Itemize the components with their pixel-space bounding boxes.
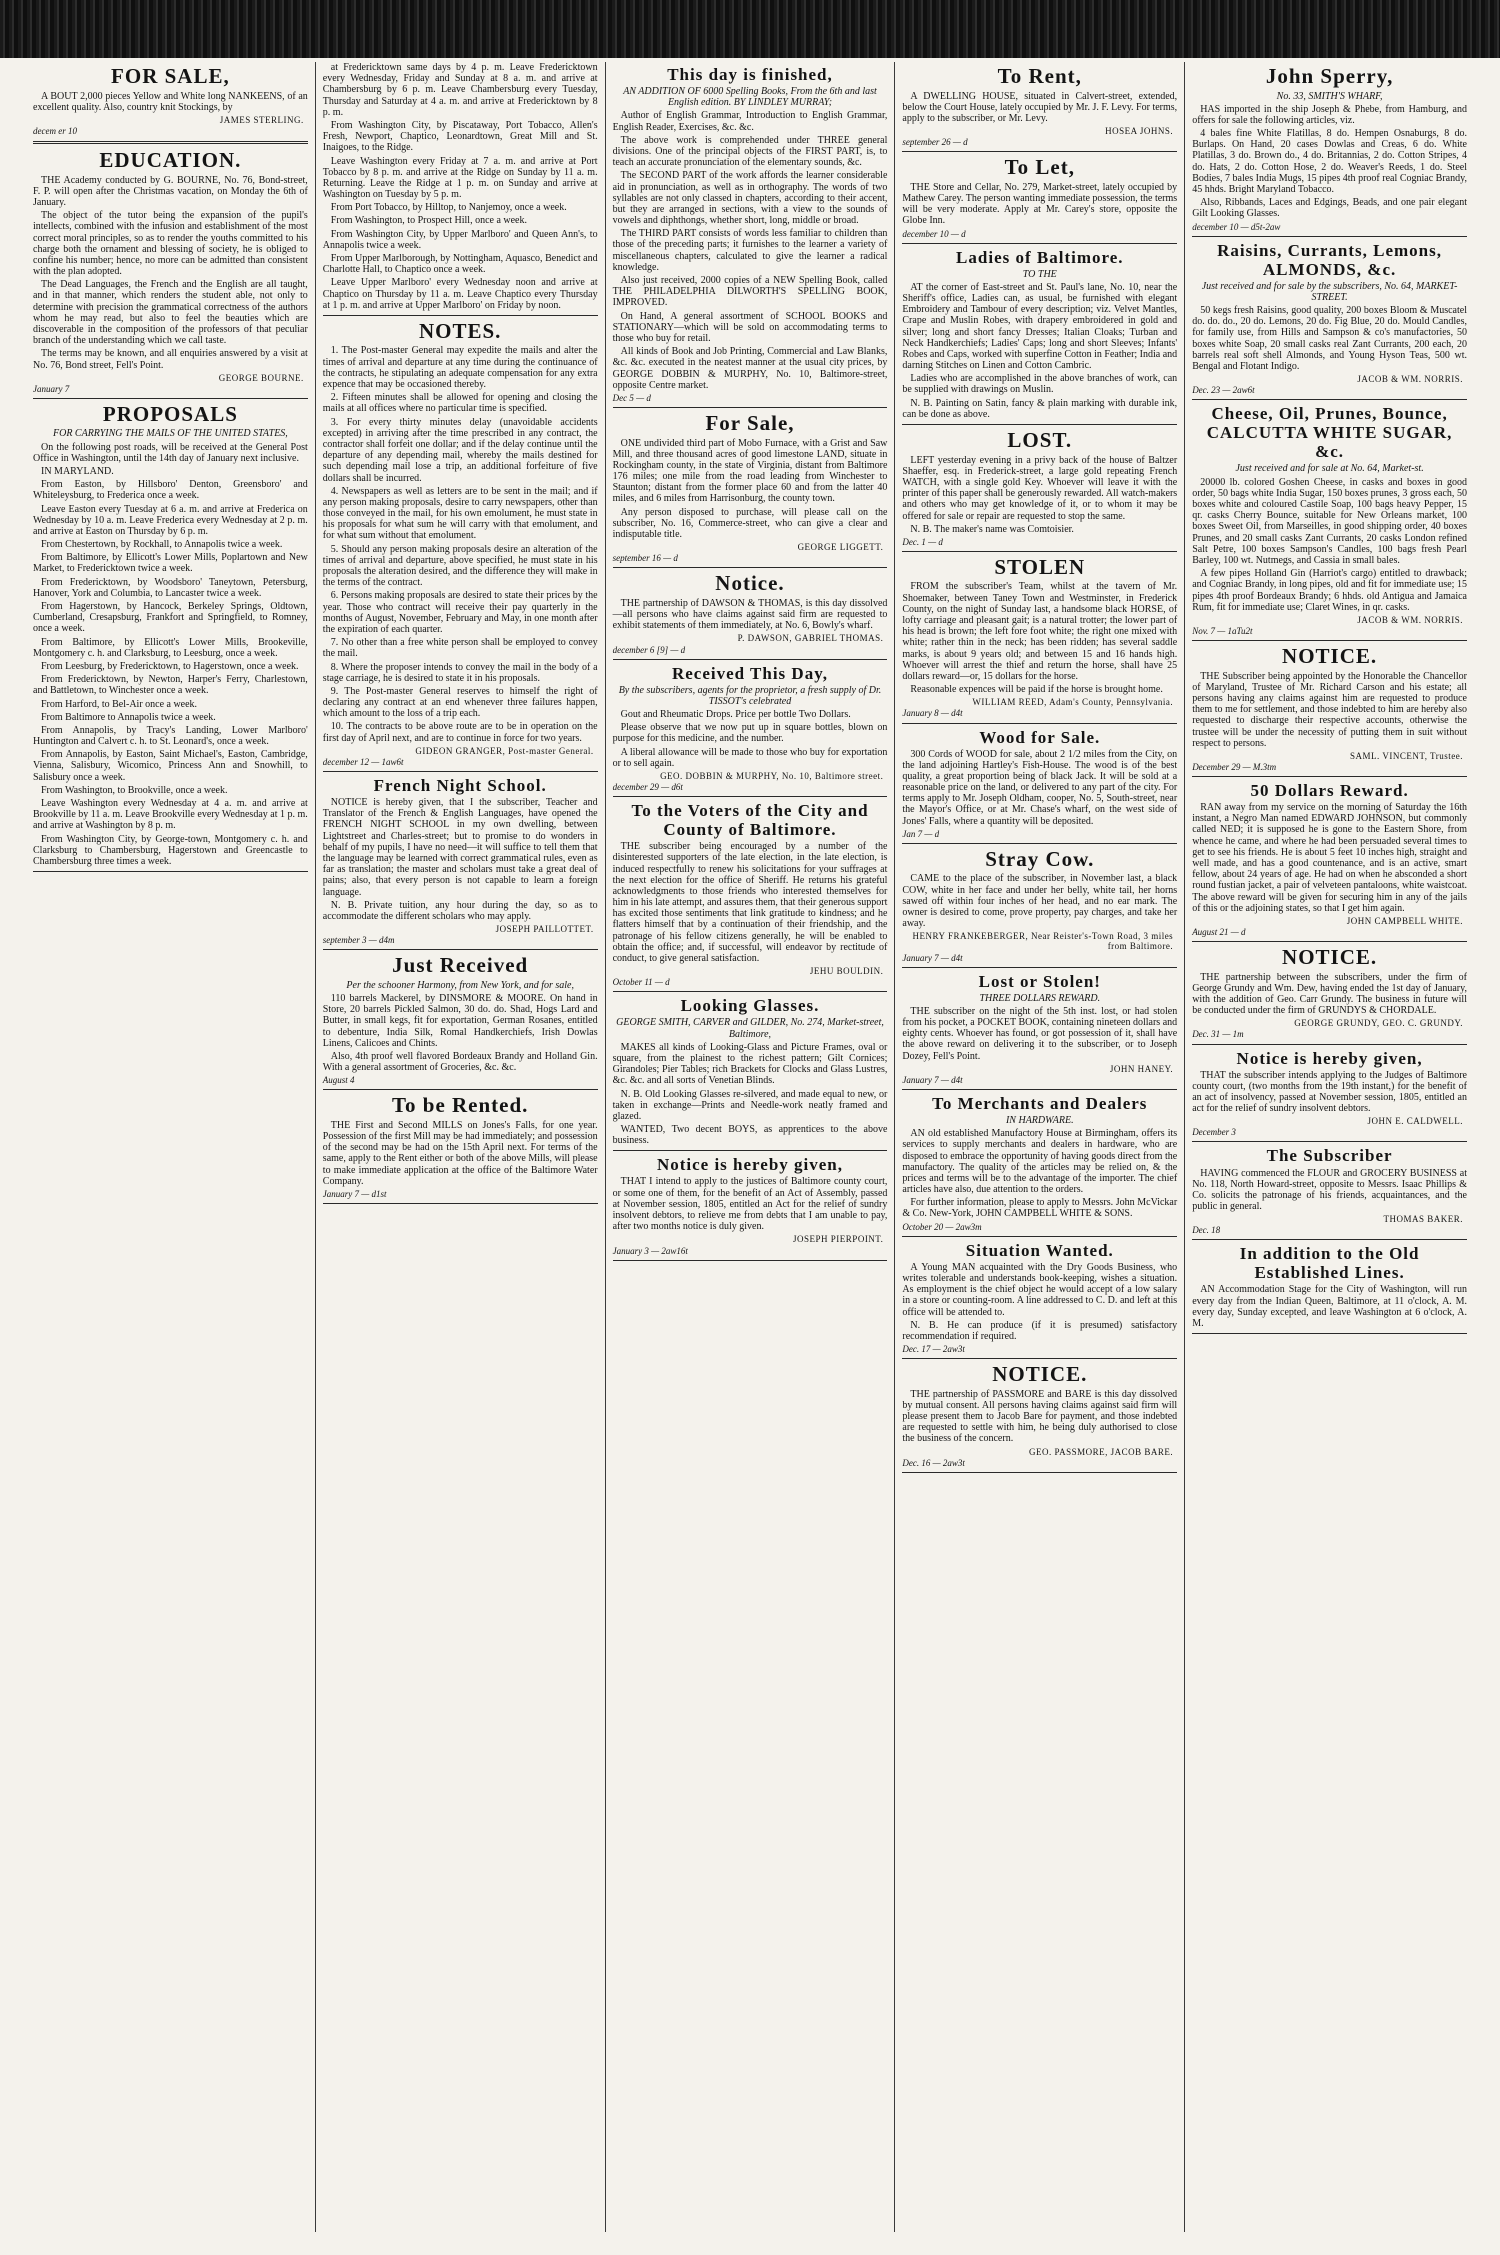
ad-paragraph: THE Store and Cellar, No. 279, Market-street, lately occupied by Mathew Carey. The person wanting immediate possession, the terms will be very moderate. Apply at Mr. Carey's store, opposite the Globe Inn. — [902, 181, 1178, 227]
ad-paragraph: A DWELLING HOUSE, situated in Calvert-street, extended, below the Court House, lately occupied by Mr. J. F. Levy. For terms, apply to the subscriber, or Mr. Levy. — [902, 90, 1178, 124]
advertisement — [1192, 781, 1467, 942]
ad-divider — [1192, 399, 1467, 400]
ad-heading: To Let, — [1004, 155, 1075, 180]
ad-paragraph: THE partnership of DAWSON & THOMAS, is this day dissolved—all persons who have claims against said firm are requested to exhibit statements of them immediately, at No. 6, Bowly's wharf. — [612, 597, 888, 632]
ad-divider — [613, 991, 888, 992]
ad-date: January 3 — 2aw16t — [612, 1245, 688, 1256]
ad-paragraph: WANTED, Two decent BOYS, as apprentices to the above business. — [612, 1124, 888, 1147]
ad-heading: French Night School. — [373, 775, 547, 795]
ad-paragraph: On Hand, A general assortment of SCHOOL BOOKS and STATIONARY—which will be sold on accommodating terms to those who buy for retail. — [612, 310, 888, 344]
ad-signature: JACOB & WM. NORRIS. — [1357, 614, 1463, 625]
ad-paragraph: From Chestertown, by Rockhall, to Annapolis twice a week. — [41, 539, 283, 551]
advertisement — [1192, 1244, 1467, 1334]
advertisement — [613, 412, 888, 568]
ad-paragraph: 5. Should any person making proposals desire an alteration of the times of arrival and departure, above specified, he must state in his proposals the alteration desired, and the difference they will make in the terms of the contract. — [322, 543, 598, 589]
ad-signature: GEORGE GRUNDY, GEO. C. GRUNDY. — [1294, 1018, 1463, 1029]
ad-paragraph: HAS imported in the ship Joseph & Phebe, from Hamburg, and offers for sale the following articles, viz. — [1192, 103, 1467, 126]
ad-heading: This day is finished, — [667, 65, 833, 84]
ad-paragraph: Any person disposed to purchase, will please call on the subscriber, No. 16, Commerce-street, who can give a clear and indisputable title. — [612, 506, 888, 540]
ad-paragraph: From Upper Marlborough, by Nottingham, Aquasco, Benedict and Charlotte Hall, to Chaptico once a week. — [322, 253, 598, 276]
ad-subheading: IN HARDWARE. — [1005, 1114, 1074, 1126]
ad-paragraph: 300 Cords of WOOD for sale, about 2 1/2 miles from the City, on the land adjoining Hartley's Fish-House. The wood is of the best quality, a great proportion being of black Jack. It will be sold at a reasonable price on the land, or delivered to any part of the city. For terms apply to Mr. Joseph Oldham, cooper, No. 5, South-street, near the Mayor's Office, or at Mr. Chase's wharf, on the west side of Jones' Falls, where a quantity will be deposited. — [902, 748, 1178, 827]
advertisement — [323, 62, 598, 316]
ad-paragraph: From Annapolis, by Tracy's Landing, Lower Marlboro' Huntington and Calvert c. h. to St. Leonard's, once a week. — [33, 724, 308, 748]
ad-paragraph: THE partnership between the subscribers, under the firm of George Grundy and Wm. Dew, having ended the 1st day of January, with the addition of Geo. Carr Grundy. The business in future will be conducted under the firm of GRUNDYS & CHORDALE. — [1192, 971, 1467, 1017]
ad-divider — [613, 1150, 888, 1151]
ad-date: Dec. 16 — 2aw3t — [902, 1457, 965, 1468]
ad-date: January 7 — d1st — [322, 1188, 387, 1199]
ad-paragraph: 9. The Post-master General reserves to himself the right of declaring any contract at an end whenever three failures happen, which amount to the loss of a trip each. — [322, 685, 598, 720]
ad-divider — [902, 243, 1177, 244]
ad-paragraph: 4. Newspapers as well as letters are to be sent in the mail; and if any person making proposals, desire to carry newspapers, other than those conveyed in the mail, for his own emolument, he must state in his proposals for what sum he will carry with that emolument, and for what sum without that emolument. — [322, 485, 598, 542]
ad-divider — [902, 723, 1177, 724]
ad-paragraph: THE Subscriber being appointed by the Honorable the Chancellor of Maryland, Trustee of Mr. Richard Carson and his estate; all persons having any claims against him are requested to produce them to me for settlement, and those indebted to him are hereby also requested to discharge their respective accounts, otherwise the trustee will be under the necessity of putting them in suit without respect to persons. — [1192, 670, 1467, 749]
ad-paragraph: THE First and Second MILLS on Jones's Falls, for one year. Possession of the first Mill may be had immediately; and possession of the second may be had on the 15th April next. For terms of the same, apply to the Rent either or both of the above Mills, will please to make immediate application at the office of the Baltimore Water Company. — [322, 1119, 598, 1187]
ad-paragraph: THE subscriber being encouraged by a number of the disinterested supporters of the late election, in the late election, is induced respectfully to renew his solicitations for your suffrages at the next election for the office of Sheriff. He returns his grateful acknowledgments to those friends who interested themselves for him in his late attempt, and assures them, that their generous support has excited those sentiments that link gratitude to kindness; and he flatters himself that by a continuation of their friendship, and the patronage of his fellow citizens generally, he will be enabled to obtain the office; and, if successful, will endeavor by rectitude of conduct, to give general satisfaction. — [612, 841, 888, 965]
ad-heading: For Sale, — [705, 410, 795, 435]
ad-date: December 29 — M.3tm — [1192, 761, 1277, 772]
ad-date: decem er 10 — [33, 125, 77, 136]
ad-paragraph: 1. The Post-master General may expedite the mails and alter the times of arrival and departure at any time during the continuance of the contracts, he stipulating an adequate compensation for any extra expence that may be occasioned thereby. — [322, 345, 598, 391]
ad-signature: GEO. PASSMORE, JACOB BARE. — [1028, 1446, 1174, 1457]
ad-paragraph: From Harford, to Bel-Air once a week. — [41, 698, 198, 710]
ad-paragraph: From Easton, by Hillsboro' Denton, Greensboro' and Whiteleysburg, to Frederica once a week. — [33, 479, 308, 502]
ad-heading: NOTICE. — [1282, 644, 1378, 669]
ad-divider — [1192, 1239, 1467, 1240]
ad-divider — [1192, 1141, 1467, 1142]
column-4 — [895, 62, 1185, 2232]
ad-date: december 29 — d6t — [612, 782, 683, 792]
advertisement — [902, 429, 1177, 552]
advertisement — [902, 1241, 1177, 1359]
ad-paragraph: LEFT yesterday evening in a privy back of the house of Baltzer Shaeffer, esq. in Frederick-street, a large gold repeating French WATCH, with a single gold Key. Whoever will leave it with the printer of this paper shall be generously rewarded. All watch-makers and others who may get knowledge of it, or to whom it may be offered for sale or repair are requested to stop the same. — [902, 454, 1178, 522]
ad-paragraph: 7. No other than a free white person shall be employed to convey the mail. — [322, 637, 598, 660]
ad-subheading: THREE DOLLARS REWARD. — [979, 992, 1101, 1004]
ad-date: Dec. 18 — [1192, 1225, 1221, 1236]
ad-paragraph: Leave Washington every Friday at 7 a. m. and arrive at Port Tobacco by 8 p. m. and arrive at the Ridge on Sunday by 11 a. m. Returning. Leave the Ridge at 1 p. m. on Sunday and arrive at Washington on Tuesday by 5 p. m. — [322, 155, 598, 201]
ad-signature: WILLIAM REED, Adam's County, Pennsylvania. — [972, 697, 1174, 708]
ad-subheading: By the subscribers, agents for the proprietor, a fresh supply of Dr. TISSOT's celebrated — [618, 684, 882, 707]
ad-heading: Ladies of Baltimore. — [956, 247, 1124, 267]
ad-signature: JOHN E. CALDWELL. — [1367, 1116, 1463, 1127]
advertisement — [902, 972, 1177, 1090]
ad-paragraph: Also, Ribbands, Laces and Edgings, Beads, and one pair elegant Gilt Looking Glasses. — [1192, 197, 1467, 220]
column-3 — [606, 62, 896, 2232]
ad-divider — [33, 141, 308, 144]
ad-paragraph: THE partnership of PASSMORE and BARE is this day dissolved by mutual consent. All persons having claims against said firm will please present them to Jacob Bare for payment, and those indebted are requested to settle with him, he being duly authorised to close the business of the concern. — [902, 1388, 1178, 1445]
ad-divider — [1192, 776, 1467, 777]
ad-heading: Received This Day, — [671, 663, 829, 683]
ad-date: Dec. 23 — 2aw6t — [1192, 385, 1255, 396]
advertisement — [323, 320, 598, 772]
ad-paragraph: Leave Easton every Tuesday at 6 a. m. and arrive at Frederica on Wednesday by 10 a. m. Leave Frederica every Wednesday at 2 p. m. and arrive at Easton on Thursday by 6 p. m. — [33, 503, 308, 537]
ad-heading: NOTICE. — [992, 1362, 1088, 1387]
ad-signature: P. DAWSON, GABRIEL THOMAS. — [737, 633, 884, 644]
ad-subheading: TO THE — [1022, 268, 1057, 280]
ad-signature: GEO. DOBBIN & MURPHY, No. 10, Baltimore street. — [660, 770, 884, 781]
advertisement — [902, 1363, 1177, 1473]
ad-divider — [902, 1358, 1177, 1359]
ad-paragraph: 10. The contracts to be above route are to be in operation on the first day of April next, and are to continue in force for two years. — [322, 721, 598, 744]
advertisement — [1192, 404, 1467, 641]
ad-heading: 50 Dollars Reward. — [1250, 781, 1409, 801]
ad-paragraph: CAME to the place of the subscriber, in November last, a black COW, white in her face and under her belly, white tail, her horns sawed off within four inches of her head, and no ear mark. The owner is desired to come, prove property, pay charges, and take her away. — [902, 873, 1178, 930]
ad-subheading: No. 33, SMITH'S WHARF, — [1276, 90, 1383, 102]
ad-paragraph: From Washington, to Brookville, once a week. — [41, 784, 228, 796]
ad-date: december 6 [9] — d — [612, 644, 686, 655]
ad-date: september 16 — d — [612, 553, 678, 564]
ad-divider — [902, 967, 1177, 968]
advertisement — [1192, 645, 1467, 777]
ad-paragraph: N. B. Old Looking Glasses re-silvered, and made equal to new, or taken in exchange—Prints and Needle-work neatly framed and glazed. — [612, 1088, 888, 1122]
ad-paragraph: AN Accommodation Stage for the City of Washington, will run every day from the Indian Queen, Baltimore, at 11 o'clock, A. M. every day, Sunday excepted, and leave Washington at 6 o'clock, A. M. — [1192, 1284, 1467, 1330]
ad-divider — [613, 567, 888, 568]
ad-paragraph: The object of the tutor being the expansion of the pupil's intellects, combined with the infusion and establishment of the most correct moral principles, so as to render the youths committed to his charge both the ornament and blessing of society, he is obliged to confine his number; hence, no more can be admitted than consistent with the plan adopted. — [33, 210, 308, 278]
ad-paragraph: 8. Where the proposer intends to convey the mail in the body of a stage carriage, he is desired to state it in his proposals. — [322, 661, 598, 684]
ad-paragraph: RAN away from my service on the morning of Saturday the 16th instant, a Negro Man named EDWARD JOHNSON, but commonly called NED; it is supposed he is gone to the Eastern Shore, from whence he came, and where he had been persuaded several times to get to see his friends. He is about 5 feet 10 inches high, straight and well made, and has a good countenance, and is an active, smart fellow, about 24 years of age. He had on when he absconded a short round fustian jacket, a pair of velveteen pantaloons, white waistcoat. The above reward will be given for securing him in any of the jails of this or the adjoining states, so that I get him again. — [1192, 802, 1467, 914]
ad-divider — [902, 551, 1177, 552]
advertisement — [1192, 946, 1467, 1044]
ad-divider — [1192, 236, 1467, 237]
ad-paragraph: N. B. He can produce (if it is presumed) satisfactory recommendation if required. — [902, 1319, 1178, 1342]
ad-divider — [902, 1472, 1177, 1473]
ad-paragraph: IN MARYLAND. — [41, 465, 114, 477]
ad-paragraph: Also, 4th proof well flavored Bordeaux Brandy and Holland Gin. With a general assortment of Groceries, &c. &c. — [322, 1050, 598, 1074]
ad-date: december 10 — d — [902, 228, 966, 239]
ad-signature: JOHN HANEY. — [1109, 1063, 1174, 1074]
ad-subheading: Just received and for sale at No. 64, Market-st. — [1235, 463, 1424, 475]
ad-paragraph: THAT I intend to apply to the justices of Baltimore county court, or some one of them, for the benefit of an Act of Assembly, passed at November session, 1805, entitled an Act for the relief of sundry insolvent debtors, to relieve me from debts that I am unable to pay, after two months notice is duly given. — [612, 1176, 888, 1233]
ad-paragraph: Please observe that we now put up in square bottles, blown on purpose for this medicine, and the number. — [612, 722, 888, 745]
ad-heading: The Subscriber — [1266, 1146, 1393, 1166]
ad-heading: Lost or Stolen! — [978, 971, 1101, 991]
ad-paragraph: From Leesburg, by Fredericktown, to Hagerstown, once a week. — [41, 660, 299, 672]
ad-date: Dec. 31 — 1m — [1192, 1029, 1244, 1040]
ad-paragraph: The terms may be known, and all enquiries answered by a visit at No. 76, Bond street, Fell's Point. — [33, 348, 308, 371]
ad-paragraph: All kinds of Book and Job Printing, Commercial and Law Blanks, &c. &c. executed in the neatest manner at the usual city prices, by GEORGE DOBBIN & MURPHY, No. 10, Baltimore-street, opposite Centre market. — [612, 346, 888, 391]
ad-date: August 4 — [322, 1075, 355, 1086]
ad-date: October 11 — d — [612, 977, 670, 988]
ad-paragraph: AN old established Manufactory House at Birmingham, offers its services to supply merchants and dealers in hardware, who are disposed to embrace the opportunity of having goods direct from the manufactory. The quality of the articles may be relied on, & the prices and terms will be to the advantage of the importer. The chief articles have also, due attention to the orders. — [902, 1128, 1178, 1196]
advertisement — [902, 728, 1177, 844]
advertisement — [613, 801, 888, 992]
ad-paragraph: The SECOND PART of the work affords the learner considerable aid in pronunciation, as well as in orthography. The words of two syllables are not only classed in chapters, according to their accent, but they are arranged in sections, with a view to the sounds of vowels and diphthongs, whether short, long, middle or broad. — [612, 170, 888, 227]
ad-divider — [902, 843, 1177, 844]
ad-heading: FOR SALE, — [111, 64, 230, 88]
ad-signature: JAMES STERLING. — [219, 114, 304, 125]
ad-divider — [323, 1203, 598, 1204]
ad-date: December 3 — [1192, 1127, 1236, 1138]
ad-heading: NOTICE. — [1282, 945, 1378, 970]
ad-heading: Stray Cow. — [985, 846, 1095, 871]
advertisement — [33, 403, 308, 872]
ad-paragraph: A BOUT 2,000 pieces Yellow and White long NANKEENS, of an excellent quality. Also, country knit Stockings, by — [33, 90, 308, 113]
ad-date: Jan 7 — d — [902, 828, 940, 839]
advertisement — [1192, 65, 1467, 237]
ad-paragraph: From Annapolis, by Easton, Saint Michael's, Easton, Cambridge, Vienna, Salisbury, Wicomico, Princess Ann and Snowhill, to Salisbury once a week. — [33, 749, 308, 783]
ad-paragraph: From Fredericktown, by Newton, Harper's Ferry, Charlestown, and Battletown, to Winchester once a week. — [33, 674, 308, 697]
ad-divider — [902, 424, 1177, 425]
ad-divider — [613, 1260, 888, 1261]
ad-paragraph: N. B. The maker's name was Comtoisier. — [910, 523, 1074, 535]
ad-paragraph: NOTICE is hereby given, that I the subscriber, Teacher and Translator of the French & English Languages, have opened the FRENCH NIGHT SCHOOL in my own dwelling, between Lightstreet and Charles-street; but to promise to do wonders in behalf of my pupils, I have no need—it will suffice to tell them that the language may be learned with correct grammatical rules, even as far as translation; the master and scholars must take a great deal of pains; also, that every person is not capable to learn a foreign language. — [322, 797, 598, 898]
advertisement — [1192, 1049, 1467, 1143]
ad-date: January 7 — d4t — [902, 952, 963, 963]
ad-heading: Raisins, Currants, Lemons, ALMONDS, &c. — [1217, 240, 1442, 279]
advertisement — [902, 65, 1177, 152]
ad-heading: John Sperry, — [1265, 64, 1394, 88]
ad-heading: Wood for Sale. — [979, 727, 1101, 747]
ad-paragraph: For further information, please to apply to Messrs. John McVickar & Co. New-York, JOHN CAMPBELL WHITE & SONS. — [902, 1197, 1178, 1220]
ad-date: Nov. 7 — 1aTu2t — [1192, 625, 1253, 636]
ad-paragraph: A few pipes Holland Gin (Harriot's cargo) entitled to drawback; and Cogniac Brandy, in long pipes, old and fit for immediate use; 15 pipes 4th proof Bordeaux Brandy; 6 hhds. old Antigua and Jamaica Rum, fit for immediate use; Claret Wines, in qr. casks. — [1192, 568, 1467, 613]
ad-divider — [323, 949, 598, 950]
ad-paragraph: From Washington City, by Upper Marlboro' and Queen Ann's, to Annapolis twice a week. — [322, 228, 598, 251]
ad-paragraph: 110 barrels Mackerel, by DINSMORE & MOORE. On hand in Store, 20 barrels Pickled Salmon, 30 do. do. Shad, Hogs Lard and Butter, in small kegs, fit for exportation, German Rosanes, entitled to debenture, India Silk, Romal Handkerchiefs, Irish Dowlas Linens, Calicoes and Chints. — [322, 992, 598, 1049]
ad-subheading: FOR CARRYING THE MAILS OF THE UNITED STATES, — [52, 428, 288, 440]
advertisement — [613, 664, 888, 798]
advertisement — [902, 1094, 1177, 1237]
advertisement — [613, 1155, 888, 1260]
ad-paragraph: From Washington City, by Piscataway, Port Tobacco, Allen's Fresh, Newport, Chaptico, Leonardtown, Great Mill and St. Inaigoes, to the Ridge. — [322, 119, 598, 154]
column-1 — [26, 62, 316, 2232]
ad-heading: Cheese, Oil, Prunes, Bounce, CALCUTTA WHITE SUGAR, &c. — [1206, 404, 1453, 462]
ad-paragraph: The Dead Languages, the French and the English are all taught, and in that manner, which renders the student able, not only to determine with precision the grammatical correctness of the authors whom he may read, but also to feel the beauties which are discoverable in the composition of the professors of that peculiar branch of the understanding which we call taste. — [33, 279, 308, 347]
ad-signature: JACOB & WM. NORRIS. — [1357, 374, 1463, 385]
ad-paragraph: MAKES all kinds of Looking-Glass and Picture Frames, oval or square, from the plainest to the richest pattern; Gilt Cornices; Girandoles; Pier Tables; rich Brackets for Clocks and Glass Lustres, &c. &c. and all sorts of Venetian Blinds. — [612, 1041, 888, 1087]
ad-heading: To Merchants and Dealers — [932, 1093, 1148, 1113]
ad-paragraph: From Baltimore, by Ellicott's Lower Mills, Poplartown and New Market, to Fredericktown twice a week. — [33, 552, 308, 575]
ad-paragraph: THE Academy conducted by G. BOURNE, No. 76, Bond-street, F. P. will open after the Christmas vacation, on Monday the 6th of January. — [33, 174, 308, 208]
ad-divider — [323, 771, 598, 772]
ad-signature: JOSEPH PAILLOTTET. — [495, 924, 594, 935]
ad-paragraph: THAT the subscriber intends applying to the Judges of Baltimore county court, (two months from the 19th instant,) for the benefit of an act of insolvency, passed at November session, 1805, entitled an act for the relief of sundry insolvent debtors. — [1192, 1069, 1467, 1115]
advertisement — [613, 65, 888, 408]
ad-paragraph: Gout and Rheumatic Drops. Price per bottle Two Dollars. — [620, 708, 851, 720]
advertisement — [902, 556, 1177, 724]
ad-paragraph: 3. For every thirty minutes delay (unavoidable accidents excepted) in arriving after the time prescribed in any contract, the contractor shall forfeit one dollar; and if the delay continue until the departure of any depending mail, whereby the mails destined for such depending mail lose a trip, an additional forfeiture of five dollars shall be incurred. — [322, 416, 598, 484]
ad-signature: GEORGE LIGGETT. — [797, 542, 884, 553]
ad-subheading: GEORGE SMITH, CARVER and GILDER, No. 274, Market-street, Baltimore, — [616, 1017, 884, 1040]
ad-divider — [1192, 1333, 1467, 1334]
ad-signature: HENRY FRANKEBERGER, Near Reister's-Town Road, 3 miles from Baltimore. — [912, 931, 1174, 952]
ad-subheading: Just received and for sale by the subscribers, No. 64, MARKET-STREET. — [1201, 280, 1458, 303]
ad-heading: Just Received — [392, 953, 529, 978]
ad-paragraph: A liberal allowance will be made to those who buy for exportation or to sell again. — [612, 746, 888, 769]
ad-heading: Situation Wanted. — [965, 1240, 1114, 1260]
ad-paragraph: 50 kegs fresh Raisins, good quality, 200 boxes Bloom & Muscatel do. do. do., 20 do. Lemons, 20 do. Fig Blue, 20 do. Mould Candles, for family use, from Hills and Sampson & co's manufactories, 50 boxes white Soap, 20 small casks real Zant Currants, 200 each, 20 barrels real soft shell Almonds, and Young Hyson Teas, 500 wt. Bengal and Flotant Indigo. — [1192, 305, 1467, 373]
ad-date: Dec. 1 — d — [902, 536, 943, 547]
ad-subheading: AN ADDITION OF 6000 Spelling Books, From the 6th and last English edition. BY LINDLEY MURRAY; — [623, 86, 877, 109]
ad-signature: JEHU BOULDIN. — [809, 966, 884, 977]
ad-heading: Notice. — [715, 571, 785, 596]
advertisement — [902, 156, 1177, 243]
ad-divider — [613, 796, 888, 797]
ad-paragraph: A Young MAN acquainted with the Dry Goods Business, who writes tolerable and understands book-keeping, wishes a situation. As employment is the chief object he would accept of a low salary in a store or counting-room. A line addressed to C. D. and left at this office will be attended to. — [902, 1261, 1178, 1318]
ad-paragraph: Also just received, 2000 copies of a NEW Spelling Book, called THE PHILADELPHIA DILWORTH'S SPELLING BOOK, IMPROVED. — [612, 275, 888, 309]
ad-divider — [613, 659, 888, 660]
ad-paragraph: N. B. Painting on Satin, fancy & plain marking with durable ink, can be done as above. — [902, 397, 1178, 420]
ad-paragraph: HAVING commenced the FLOUR and GROCERY BUSINESS at No. 118, North Howard-street, opposite to Messrs. Isaac Phillips & Co. solicits the patronage of his friends, acquaintances, and the public in general. — [1192, 1167, 1467, 1213]
ad-divider — [1192, 941, 1467, 942]
ad-heading: STOLEN — [994, 554, 1086, 579]
ad-paragraph: Author of English Grammar, Introduction to English Grammar, English Reader, Exercises, &c. &c. — [612, 110, 888, 133]
ad-signature: GEORGE BOURNE. — [218, 372, 304, 383]
ad-heading: NOTES. — [418, 318, 502, 343]
ad-divider — [323, 1089, 598, 1090]
ad-subheading: Per the schooner Harmony, from New York, and for sale, — [346, 979, 574, 991]
ad-divider — [33, 398, 308, 399]
ad-paragraph: 2. Fifteen minutes shall be allowed for opening and closing the mails at all offices where no particular time is specified. — [322, 392, 598, 415]
ad-signature: THOMAS BAKER. — [1383, 1214, 1463, 1225]
advertisement — [323, 776, 598, 950]
ad-heading: In addition to the Old Established Lines. — [1239, 1244, 1420, 1283]
ad-signature: GIDEON GRANGER, Post-master General. — [415, 745, 594, 756]
ad-paragraph: From Hagerstown, by Hancock, Berkeley Springs, Oldtown, Cumberland, Cresapsburg, Frankfort and Springfield, to Romney, once a week. — [33, 601, 308, 635]
advertisement — [33, 149, 308, 399]
advertisement — [1192, 1146, 1467, 1240]
ad-paragraph: at Fredericktown same days by 4 p. m. Leave Fredericktown every Wednesday, Friday and Sunday at 8 a. m. and arrive at Chambersburg by 6 p. m. Leave Chambersburg every Tuesday, Thursday and Saturday at 4 a. m. and arrive at Fredericktown by 8 p. m. — [322, 62, 598, 118]
ad-date: september 3 — d4m — [322, 935, 395, 946]
ad-paragraph: AT the corner of East-street and St. Paul's lane, No. 10, near the Sheriff's office, Ladies can, as usual, be furnished with elegant Embroidery and Tambour of every description; viz. Velvet Mantles, Crape and Muslin Robes, with drapery embroidered in gold and silver; long and short fancy Dresses; Italian Cloaks; Turban and Neck Handkerchiefs; Ladies' Caps; long and short Sleeves; Infants' Robes and Caps, worked with superfine Cotton in Feather; India and darning Stitches on Linen and Cotton Cambric. — [902, 281, 1178, 372]
ad-heading: EDUCATION. — [99, 148, 242, 173]
advertisement — [613, 996, 888, 1151]
ad-paragraph: Leave Washington every Wednesday at 4 a. m. and arrive at Brookville by 11 a. m. Leave Brookville every Wednesday at 1 p. m. and arrive at Washington by 8 p. m. — [33, 798, 308, 832]
ad-paragraph: THE subscriber on the night of the 5th inst. lost, or had stolen from his pocket, a POCKET BOOK, containing nineteen dollars and eighty cents. Whoever has found, or got possession of it, shall have the above reward on delivering it to the subscriber, or to Joseph Dozey, Fell's Point. — [902, 1005, 1178, 1062]
ad-paragraph: From Baltimore, by Ellicott's Lower Mills, Brookeville, Montgomery c. h. and Clarksburg, to Leesburg, once a week. — [33, 636, 308, 659]
ad-heading: To be Rented. — [391, 1093, 529, 1118]
ad-paragraph: From Baltimore to Annapolis twice a week. — [41, 711, 216, 723]
ad-date: January 8 — d4t — [902, 708, 963, 719]
ad-paragraph: Ladies who are accomplished in the above branches of work, can be supplied with drawings on Muslin. — [902, 373, 1178, 396]
column-5 — [1185, 62, 1474, 2232]
ad-date: Dec. 17 — 2aw3t — [902, 1344, 965, 1355]
ad-divider — [1192, 1044, 1467, 1045]
ad-heading: Notice is hereby given, — [1236, 1048, 1423, 1068]
ad-signature: JOSEPH PIERPOINT. — [793, 1234, 884, 1245]
ad-heading: PROPOSALS — [102, 401, 238, 426]
ad-signature: JOHN CAMPBELL WHITE. — [1346, 915, 1463, 926]
ad-divider — [323, 315, 598, 316]
ad-paragraph: N. B. Private tuition, any hour during the day, so as to accommodate the different scholars who may apply. — [322, 899, 598, 922]
ad-paragraph: The above work is comprehended under THREE general divisions. One of the principal objects of the FIRST PART, is, to teach an accurate pronunciation of the elementary sounds, &c. — [612, 134, 888, 169]
ad-signature: SAML. VINCENT, Trustee. — [1350, 750, 1463, 761]
ad-signature: HOSEA JOHNS. — [1105, 126, 1174, 137]
ad-date: August 21 — d — [1192, 927, 1246, 938]
ad-heading: Notice is hereby given, — [656, 1155, 844, 1175]
ad-divider — [902, 1236, 1177, 1237]
ad-date: Dec 5 — d — [612, 392, 651, 403]
advertisement — [902, 848, 1177, 968]
ad-heading: To Rent, — [997, 64, 1082, 88]
advertisement — [902, 248, 1177, 425]
ad-heading: LOST. — [1007, 428, 1073, 453]
ad-divider — [1192, 640, 1467, 641]
ad-divider — [613, 407, 888, 408]
ad-date: January 7 — [33, 383, 70, 394]
ad-paragraph: 20000 lb. colored Goshen Cheese, in casks and boxes in good order, 50 bags white India Sugar, 150 boxes prunes, 3 gross each, 50 boxes white and coloured Castile Soap, 100 bags heavy Pepper, 15 qr. casks Cherry Bounce, suitable for New Orleans market, 100 boxes Sweet Oil, from Marseilles, in good shipping order, 40 boxes Prunes, and 20 small casks Zant Currants, 20 casks London refined Salt Petre, 100 boxes Sampson's Candles, 100 bags fresh Pearl Barley, 100 wt. Nutmegs, and Cassia in small bales. — [1192, 476, 1467, 566]
advertisement — [613, 572, 888, 659]
ad-paragraph: From Washington City, by George-town, Montgomery c. h. and Clarksburg to Chambersburg, Hagerstown and Greencastle to Chambersburg three times a week. — [33, 833, 308, 867]
ad-date: October 20 — 2aw3m — [902, 1221, 982, 1232]
ad-divider — [902, 1089, 1177, 1090]
ad-date: december 12 — 1aw6t — [322, 756, 404, 767]
ad-paragraph: 6. Persons making proposals are desired to state their prices by the year. Those who contract will receive their pay quarterly in the months of August, November, February and May, in one month after the expiration of each quarter. — [322, 590, 598, 635]
column-2 — [316, 62, 606, 2232]
ad-paragraph: From Fredericktown, by Woodsboro' Taneytown, Petersburg, Hanover, York and Columbia, to Lancaster twice a week. — [33, 576, 308, 599]
ad-paragraph: 4 bales fine White Flatillas, 8 do. Hempen Osnaburgs, 8 do. Burlaps. On Hand, 20 cases Dowlas and Creas, 6 do. White Platillas, 3 do. Brown do., 4 do. Britannias, 2 do. Cotton Stripes, 4 do. Hats, 2 do. Cotton Hose, 2 do. Weaver's Reeds, 1 do. Steel Bodies, 7 bales India Mugs, 15 pipes 4th proof real Cogniac Brandy, 45 hhds. Bright Maryland Tobacco. — [1192, 128, 1467, 196]
ad-heading: Looking Glasses. — [680, 996, 820, 1016]
ad-paragraph: The THIRD PART consists of words less familiar to children than those of the preceding parts; it furnishes to the learner a variety of miscellaneous chapters, calculated to give the learner a radical knowledge. — [612, 228, 888, 273]
ad-divider — [902, 151, 1177, 152]
advertisement — [1192, 241, 1467, 401]
ad-paragraph: From Washington, to Prospect Hill, once a week. — [330, 215, 527, 227]
ad-paragraph: Reasonable expences will be paid if the horse is brought home. — [910, 684, 1163, 696]
advertisement — [323, 954, 598, 1090]
ad-paragraph: FROM the subscriber's Team, whilst at the tavern of Mr. Shoemaker, between Taney Town and Westminster, in Frederick County, on the night of Sunday last, a handsome black HORSE, of lofty carriage and pleasant gait; is a natural trotter; the lower part of his head is brown; the left fore foot white; the right one mixed with white; rather thin in the neck; has been ridden; has several saddle marks, is about 9 years old; and between 15 and 16 hands high. Whoever will arrest the thief and return the horse, shall have 25 dollars reward—or, 15 dollars for the horse. — [902, 581, 1178, 682]
ad-divider — [33, 871, 308, 872]
ad-paragraph: ONE undivided third part of Mobo Furnace, with a Grist and Saw Mill, and three thousand acres of good limestone LAND, situate in Rockingham county, in the state of Virginia, distant from Baltimore 176 miles; one mile from the road leading from Winchester to Staunton; distant from the former place 60 and from the latter 40 miles, and 6 miles from Harrisonburg, the county town. — [612, 437, 888, 505]
ad-heading: To the Voters of the City and County of Baltimore. — [631, 801, 869, 840]
ad-paragraph: From Port Tobacco, by Hilltop, to Nanjemoy, once a week. — [330, 202, 567, 214]
ad-paragraph: On the following post roads, will be received at the General Post Office in Washington, until the 14th day of January next inclusive. — [33, 441, 308, 464]
advertisement — [33, 65, 308, 144]
ad-date: January 7 — d4t — [902, 1074, 963, 1085]
advertisement — [323, 1094, 598, 1204]
ad-date: december 10 — d5t-2aw — [1192, 221, 1281, 232]
scan-border — [0, 0, 1500, 58]
ad-paragraph: Leave Upper Marlboro' every Wednesday noon and arrive at Chaptico on Thursday by 11 a. m. Leave Chaptico every Thursday at 1 p. m. and arrive at Upper Marlboro' on Friday by noon. — [322, 277, 598, 311]
ad-date: september 26 — d — [902, 137, 968, 148]
